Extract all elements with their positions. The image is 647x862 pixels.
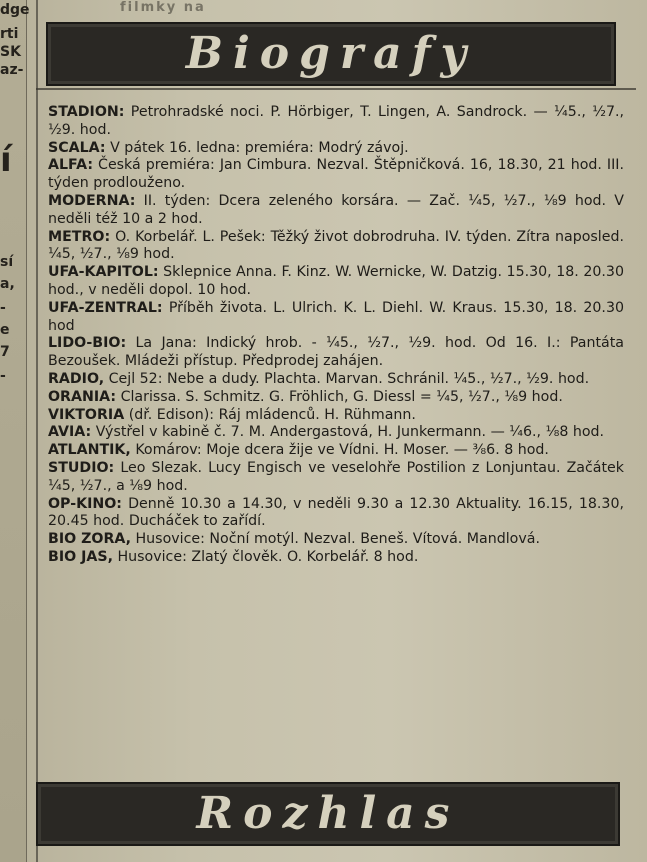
cinema-entry — [48, 104, 624, 140]
cinema-name: AVIA: — [48, 424, 92, 441]
cinema-program: II. týden: Dcera zeleného korsára. — Zač. ¼5, ½7., ⅛9 hod. V neděli též 10 a 2 hod. — [48, 192, 625, 227]
fragment-text: dge — [0, 2, 30, 18]
section-title: Biografy — [185, 28, 477, 79]
fragment-text: - — [0, 300, 6, 316]
cinema-program: Denně 10.30 a 14.30, v neděli 9.30 a 12.30 Aktuality. 16.15, 18.30, 20.45 hod. Ducháček to zařídí. — [48, 495, 624, 530]
cinema-program: Petrohradské noci. P. Hörbiger, T. Lingen, A. Sandrock. — ¼5., ½7., ½9. hod. — [48, 104, 624, 138]
cinema-entry — [48, 140, 624, 158]
cinema-name: RADIO, — [48, 370, 105, 387]
cinema-entry — [48, 424, 624, 442]
fragment-text: rti — [0, 26, 19, 42]
separator-rule — [36, 88, 636, 90]
cinema-program: Sklepnice Anna. F. Kinz. W. Wernicke, W. Datzig. 15.30, 18. 20.30 hod., v neděli dopol. 10 hod. — [48, 264, 624, 298]
cinema-program: Husovice: Zlatý člověk. O. Korbelář. 8 hod. — [117, 548, 419, 565]
cinema-entry — [48, 264, 624, 300]
cinema-name: MODERNA: — [48, 192, 136, 209]
fragment-text: az- — [0, 62, 24, 78]
cinema-name: VIKTORIA — [48, 406, 125, 423]
fragment-text: í — [0, 140, 12, 180]
column-rule — [36, 0, 38, 862]
cinema-entry — [48, 157, 624, 193]
fragment-text: SK — [0, 44, 21, 60]
previous-column-fragment — [0, 0, 30, 862]
cinema-program: Cejl 52: Nebe a dudy. Plachta. Marvan. Schránil. ¼5., ½7., ½9. hod. — [108, 370, 590, 387]
fragment-text: a, — [0, 276, 15, 292]
cinema-name: LIDO-BIO: — [48, 335, 127, 352]
cinema-name: UFA-KAPITOL: — [48, 264, 159, 281]
cinema-name: STUDIO: — [48, 459, 115, 476]
cinema-entry — [48, 407, 624, 425]
cinema-listings — [48, 104, 624, 567]
cinema-name: BIO JAS, — [48, 548, 113, 565]
cinema-program: V pátek 16. ledna: premiéra: Modrý závoj. — [110, 139, 409, 156]
fragment-text: 7 — [0, 344, 10, 360]
cinema-program: (dř. Edison): Ráj mládenců. H. Rühmann. — [128, 406, 416, 423]
cinema-program: Husovice: Noční motýl. Nezval. Beneš. Vítová. Mandlová. — [135, 531, 540, 548]
fragment-text: sí — [0, 254, 14, 270]
cinema-entry — [48, 193, 624, 229]
cinema-entry — [48, 300, 624, 336]
cinema-program: Výstřel v kabině č. 7. M. Andergastová, H. Junkermann. — ¼6., ⅛8 hod. — [95, 424, 605, 441]
cinema-program: Příběh života. L. Ulrich. K. L. Diehl. W. Kraus. 15.30, 18. 20.30 hod — [48, 299, 624, 334]
cinema-entry — [48, 371, 624, 389]
cinema-program: Leo Slezak. Lucy Engisch ve veselohře Postilion z Lonjuntau. Začátek ¼5, ½7., a ⅛9 hod. — [48, 459, 624, 494]
fragment-text: - — [0, 368, 6, 384]
cinema-name: OP-KINO: — [48, 495, 122, 512]
cinema-name: BIO ZORA, — [48, 531, 131, 548]
cinema-program: Clarissa. S. Schmitz. G. Fröhlich, G. Diessl = ¼5, ½7., ⅛9 hod. — [120, 388, 563, 405]
fragment-text: e — [0, 322, 10, 338]
cinema-name: ATLANTIK, — [48, 442, 131, 459]
cinema-program: Komárov: Moje dcera žije ve Vídni. H. Moser. — ⅜6. 8 hod. — [135, 442, 549, 459]
cinema-name: ALFA: — [48, 157, 93, 174]
cinema-entry — [48, 442, 624, 460]
cinema-program: Česká premiéra: Jan Cimbura. Nezval. Štěpničková. 16, 18.30, 21 hod. III. týden prodlouženo. — [48, 157, 624, 192]
cinema-entry — [48, 335, 624, 371]
cinema-name: UFA-ZENTRAL: — [48, 299, 163, 316]
cinema-name: STADION: — [48, 104, 125, 120]
section-title: Rozhlas — [196, 788, 460, 839]
footer-banner — [36, 782, 620, 846]
cinema-entry — [48, 496, 624, 532]
cinema-entry — [48, 389, 624, 407]
cinema-entry — [48, 531, 624, 549]
header-banner — [46, 22, 616, 86]
cinema-name: ORANIA: — [48, 388, 117, 405]
cinema-name: SCALA: — [48, 139, 106, 156]
cinema-program: O. Korbelář. L. Pešek: Těžký život dobrodruha. IV. týden. Zítra naposled. ¼5, ½7., ⅛9 hod. — [48, 228, 624, 263]
cinema-entry — [48, 229, 624, 265]
cinema-entry — [48, 460, 624, 496]
cut-off-text: filmky na — [120, 0, 206, 15]
cinema-program: La Jana: Indický hrob. - ¼5., ½7., ½9. hod. Od 16. I.: Pantáta Bezoušek. Mládeži přístup. Předprodej zahájen. — [48, 335, 624, 370]
cinema-entry — [48, 549, 624, 567]
cinema-name: METRO: — [48, 228, 111, 245]
